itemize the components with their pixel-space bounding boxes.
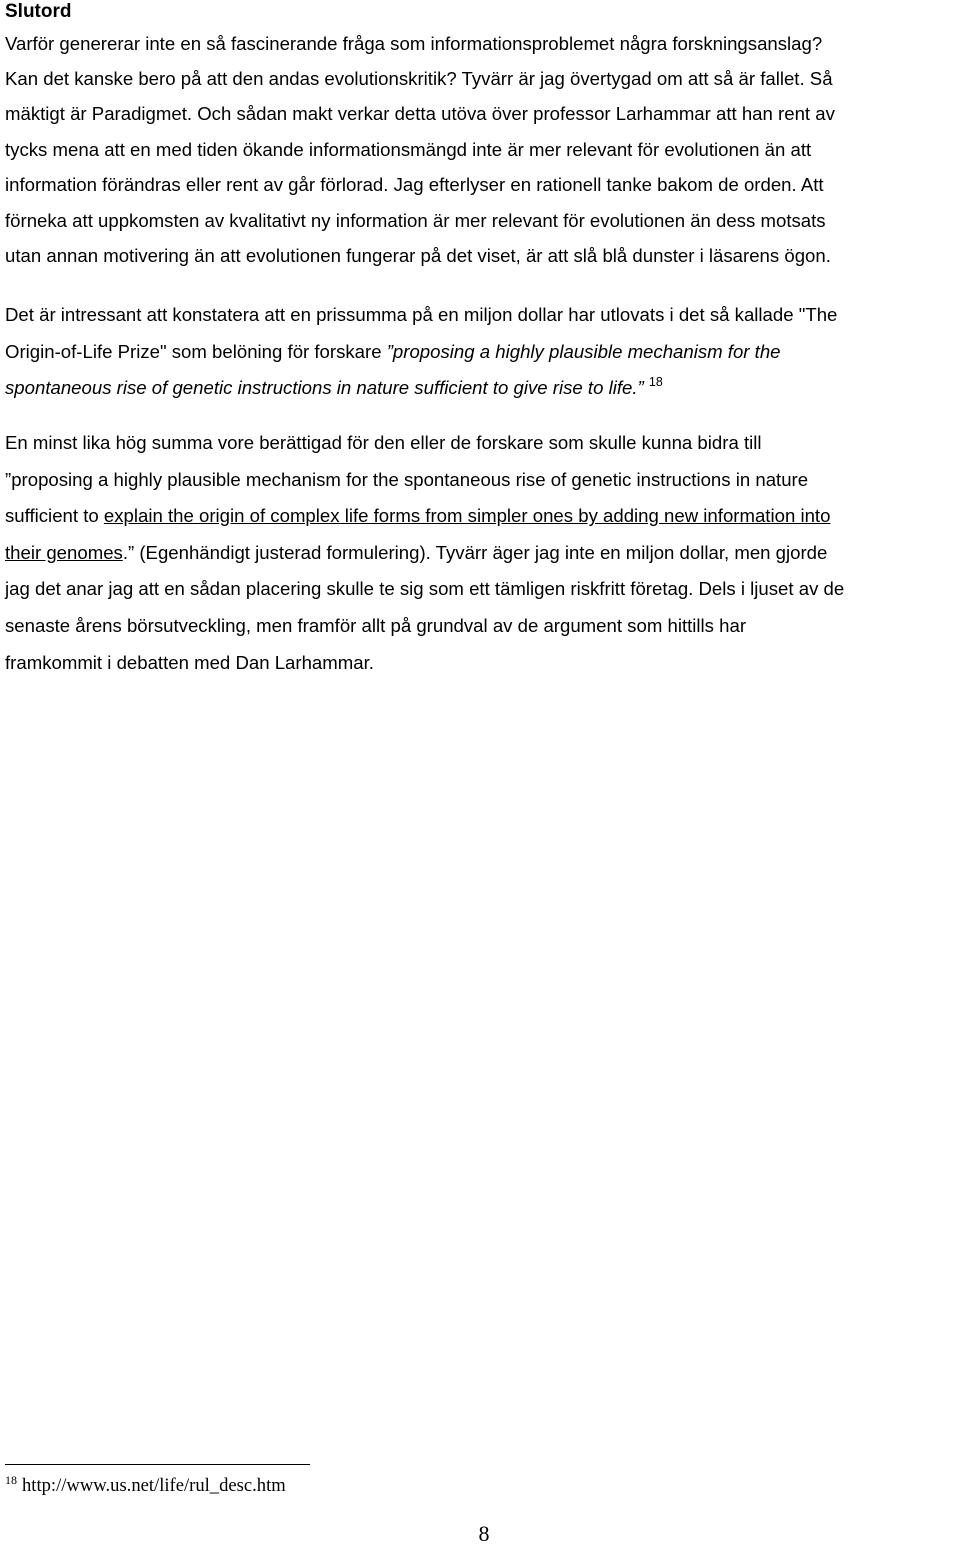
paragraph-line: [5, 498, 960, 535]
paragraph-line: En minst lika hög summa vore berättigad för den eller de forskare som skulle kunna bidra till: [5, 432, 762, 453]
paragraph-line: senaste årens börsutveckling, men framför allt på grundval av de argument som hittills har: [5, 614, 747, 636]
paragraph-conclusion: [5, 27, 960, 273]
plain-text: .” (Egenhändigt justerad formulering). Tyvärr äger jag inte en miljon dollar, men gjorde: [122, 541, 828, 563]
italic-quote: ”proposing a highly plausible mechanism for the: [386, 340, 781, 362]
section-heading: Slutord: [5, 1, 72, 22]
paragraph-line: jag det anar jag att en sådan placering skulle te sig som ett tämligen riskfritt företag. Dels i ljuset av de: [5, 578, 845, 600]
paragraph-line: information förändras eller rent av går förlorad. Jag efterlyser en rationell tanke bakom de orden. Att: [5, 174, 824, 196]
footnote-separator: [5, 1464, 310, 1465]
paragraph-line: Kan det kanske bero på att den andas evolutionskritik? Tyvärr är jag övertygad om att så är fallet. Så: [5, 68, 833, 89]
plain-text: Origin-of-Life Prize" som belöning för forskare: [5, 340, 387, 362]
italic-quote: spontaneous rise of genetic instructions in nature sufficient to give rise to life.”: [5, 377, 644, 399]
footnote: [5, 1474, 286, 1498]
footnote-reference[interactable]: 18: [648, 375, 663, 390]
paragraph-prize: [5, 297, 960, 407]
footnote-url[interactable]: http://www.us.net/life/rul_desc.htm: [22, 1475, 286, 1496]
paragraph-line: [5, 334, 960, 371]
paragraph-line: mäktigt är Paradigmet. Och sådan makt verkar detta utöva över professor Larhammar att han rent av: [5, 103, 835, 125]
footnote-number: 18: [5, 1473, 17, 1487]
page-number: 8: [478, 1521, 490, 1546]
paragraph-line: [5, 535, 960, 572]
paragraph-line: framkommit i debatten med Dan Larhammar.: [5, 651, 374, 673]
paragraph-line: förneka att uppkomsten av kvalitativt ny information är mer relevant för evolutionen än dess motsats: [5, 209, 826, 231]
paragraph-line: tycks mena att en med tiden ökande informationsmängd inte är mer relevant för evolutionen än att: [5, 138, 812, 160]
paragraph-proposal: [5, 425, 960, 681]
paragraph-line: Det är intressant att konstatera att en prissumma på en miljon dollar har utlovats i det så kallade "The: [5, 304, 838, 325]
paragraph-line: utan annan motivering än att evolutionen fungerar på det viset, är att slå blå dunster i läsarens ögon.: [5, 245, 831, 267]
paragraph-line: [5, 370, 960, 407]
underlined-text: their genomes: [5, 541, 123, 563]
paragraph-line: ”proposing a highly plausible mechanism for the spontaneous rise of genetic instructions in nature: [5, 468, 809, 490]
underlined-text: explain the origin of complex life forms from simpler ones by adding new information into: [103, 505, 831, 527]
paragraph-line: Varför genererar inte en så fascinerande fråga som informationsproblemet några forskningsanslag?: [5, 33, 823, 54]
plain-text: sufficient to: [5, 505, 104, 527]
